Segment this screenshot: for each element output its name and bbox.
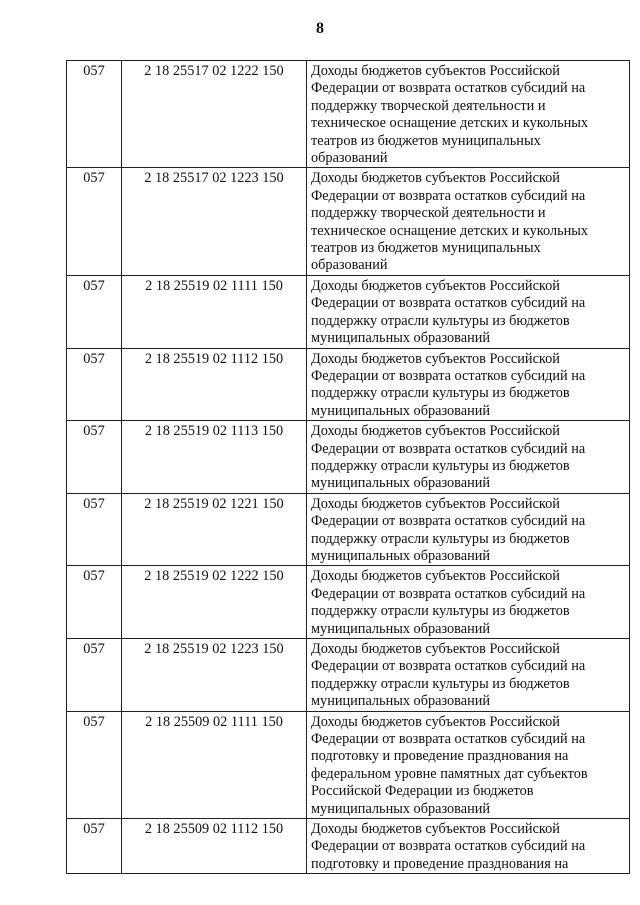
budget-code-cell: 2 18 25509 02 1112 150 <box>122 819 307 874</box>
description-line: Доходы бюджетов субъектов Российской <box>311 63 560 79</box>
table-row <box>67 566 630 639</box>
description-cell <box>307 493 630 566</box>
budget-code-cell: 2 18 25519 02 1222 150 <box>122 566 307 639</box>
admin-code-cell: 057 <box>67 566 122 639</box>
description-cell <box>307 168 630 275</box>
admin-code-cell: 057 <box>67 168 122 275</box>
description-cell <box>307 275 630 348</box>
description-line: Доходы бюджетов субъектов Российской <box>311 495 560 512</box>
admin-code-cell: 057 <box>67 711 122 818</box>
description-line: Доходы бюджетов субъектов Российской <box>311 821 560 838</box>
budget-codes-table <box>66 60 630 874</box>
description-line: Доходы бюджетов субъектов Российской <box>311 423 560 440</box>
admin-code-cell: 057 <box>67 61 122 168</box>
description-line: поддержку отрасли культуры из бюджетов <box>311 312 570 329</box>
budget-code-cell: 2 18 25519 02 1111 150 <box>122 275 307 348</box>
description-line: образований <box>311 257 388 274</box>
description-line: поддержку отрасли культуры из бюджетов <box>311 385 570 402</box>
description-line: Федерации от возврата остатков субсидий на <box>311 187 586 204</box>
admin-code-cell: 057 <box>67 639 122 712</box>
description-line: Федерации от возврата остатков субсидий на <box>311 80 586 97</box>
description-line: муниципальных образований <box>311 402 491 419</box>
description-line: муниципальных образований <box>311 330 491 347</box>
admin-code-cell: 057 <box>67 493 122 566</box>
description-line: поддержку творческой деятельности и <box>311 205 546 222</box>
description-line: муниципальных образований <box>311 800 491 817</box>
description-cell <box>307 711 630 818</box>
table-row <box>67 819 630 874</box>
description-line: техническое оснащение детских и кукольных <box>311 222 589 239</box>
description-line: Доходы бюджетов субъектов Российской <box>311 350 560 367</box>
description-cell <box>307 566 630 639</box>
description-line: театров из бюджетов муниципальных <box>311 132 541 149</box>
description-line: Федерации от возврата остатков субсидий на <box>311 440 586 457</box>
admin-code-cell: 057 <box>67 348 122 421</box>
table-row <box>67 639 630 712</box>
description-line: Федерации от возврата остатков субсидий на <box>311 295 586 312</box>
table-row <box>67 275 630 348</box>
budget-code-cell: 2 18 25509 02 1111 150 <box>122 711 307 818</box>
description-line: муниципальных образований <box>311 693 491 710</box>
description-line: муниципальных образований <box>311 620 491 637</box>
description-line: Федерации от возврата остатков субсидий на <box>311 513 586 530</box>
description-line: поддержку творческой деятельности и <box>311 97 546 114</box>
table-row <box>67 711 630 818</box>
description-line: Федерации от возврата остатков субсидий на <box>311 658 586 675</box>
description-line: Доходы бюджетов субъектов Российской <box>311 277 560 294</box>
description-line: техническое оснащение детских и кукольных <box>311 115 589 132</box>
budget-code-cell: 2 18 25519 02 1112 150 <box>122 348 307 421</box>
description-line: подготовку и проведение празднования на <box>311 748 569 765</box>
description-line: Федерации от возврата остатков субсидий на <box>311 585 586 602</box>
description-cell <box>307 348 630 421</box>
budget-code-cell: 2 18 25517 02 1223 150 <box>122 168 307 275</box>
description-line: муниципальных образований <box>311 475 491 492</box>
admin-code-cell: 057 <box>67 275 122 348</box>
budget-code-cell: 2 18 25519 02 1113 150 <box>122 421 307 494</box>
description-line: поддержку отрасли культуры из бюджетов <box>311 457 570 474</box>
description-line: Доходы бюджетов субъектов Российской <box>311 641 560 657</box>
description-line: муниципальных образований <box>311 547 491 564</box>
description-cell <box>307 639 630 712</box>
budget-code-cell: 2 18 25519 02 1223 150 <box>122 639 307 712</box>
description-line: Федерации от возврата остатков субсидий на <box>311 367 586 384</box>
description-line: поддержку отрасли культуры из бюджетов <box>311 530 570 547</box>
description-line: федеральном уровне памятных дат субъектов <box>311 765 588 782</box>
description-line: Федерации от возврата остатков субсидий на <box>311 838 586 855</box>
table-row <box>67 348 630 421</box>
description-line: Российской Федерации из бюджетов <box>311 783 534 800</box>
description-line: Доходы бюджетов субъектов Российской <box>311 170 560 187</box>
table-row <box>67 493 630 566</box>
description-line: поддержку отрасли культуры из бюджетов <box>311 603 570 620</box>
budget-code-cell: 2 18 25517 02 1222 150 <box>122 61 307 168</box>
description-line: подготовку и проведение празднования на <box>311 855 569 872</box>
description-cell <box>307 819 630 874</box>
description-cell <box>307 421 630 494</box>
page-number: 8 <box>316 20 324 37</box>
description-cell <box>307 61 630 168</box>
table-body <box>67 61 630 874</box>
admin-code-cell: 057 <box>67 819 122 874</box>
description-line: театров из бюджетов муниципальных <box>311 240 541 257</box>
description-line: поддержку отрасли культуры из бюджетов <box>311 675 570 692</box>
description-line: Федерации от возврата остатков субсидий на <box>311 731 586 748</box>
table-row <box>67 421 630 494</box>
admin-code-cell: 057 <box>67 421 122 494</box>
description-line: Доходы бюджетов субъектов Российской <box>311 568 560 585</box>
table-row <box>67 61 630 168</box>
budget-code-cell: 2 18 25519 02 1221 150 <box>122 493 307 566</box>
description-line: Доходы бюджетов субъектов Российской <box>311 713 560 730</box>
table-row <box>67 168 630 275</box>
description-line: образований <box>311 150 388 167</box>
